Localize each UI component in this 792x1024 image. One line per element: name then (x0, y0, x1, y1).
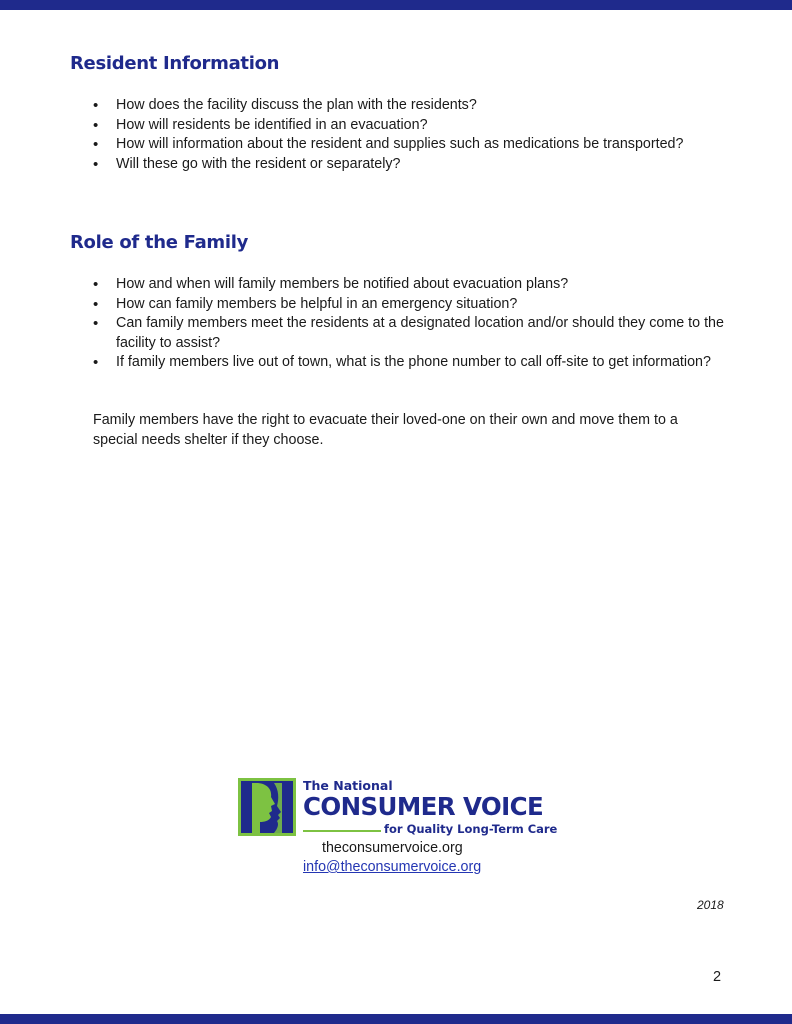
family-rights-paragraph: Family members have the right to evacuate their loved-one on their own and move them to a special needs shelter if they choose. (93, 412, 678, 448)
logo-text-tagline: for Quality Long-Term Care (384, 822, 558, 836)
section-heading-role-of-family: Role of the Family (70, 232, 249, 253)
list-item: • How will information about the resident and supplies such as medications be transported? (93, 135, 733, 155)
list-item: • How will residents be identified in an evacuation? (93, 116, 733, 136)
section-heading-resident-information: Resident Information (70, 53, 280, 74)
website-text: theconsumervoice.org (322, 840, 463, 856)
top-border-bar (0, 0, 792, 10)
role-of-family-list (93, 275, 733, 373)
year-label: 2018 (697, 898, 724, 912)
logo-text-the-national: The National (303, 778, 393, 793)
faces-profile-logo-icon (238, 778, 296, 836)
page-number: 2 (713, 969, 722, 985)
list-item: • Will these go with the resident or separately? (93, 155, 733, 175)
logo-text-consumer-voice: CONSUMER VOICE (303, 792, 544, 821)
list-item: • Can family members meet the residents at a designated location and/or should they come to the facility to assist? (93, 314, 733, 353)
list-item: • If family members live out of town, what is the phone number to call off-site to get information? (93, 353, 733, 373)
list-item: • How does the facility discuss the plan with the residents? (93, 96, 733, 116)
bottom-border-bar (0, 1014, 792, 1024)
logo-divider (303, 830, 381, 832)
list-item: • How and when will family members be notified about evacuation plans? (93, 275, 733, 295)
email-link[interactable]: info@theconsumervoice.org (303, 859, 482, 875)
consumer-voice-logo (238, 778, 568, 838)
list-item: • How can family members be helpful in an emergency situation? (93, 295, 733, 315)
resident-information-list (93, 96, 733, 174)
